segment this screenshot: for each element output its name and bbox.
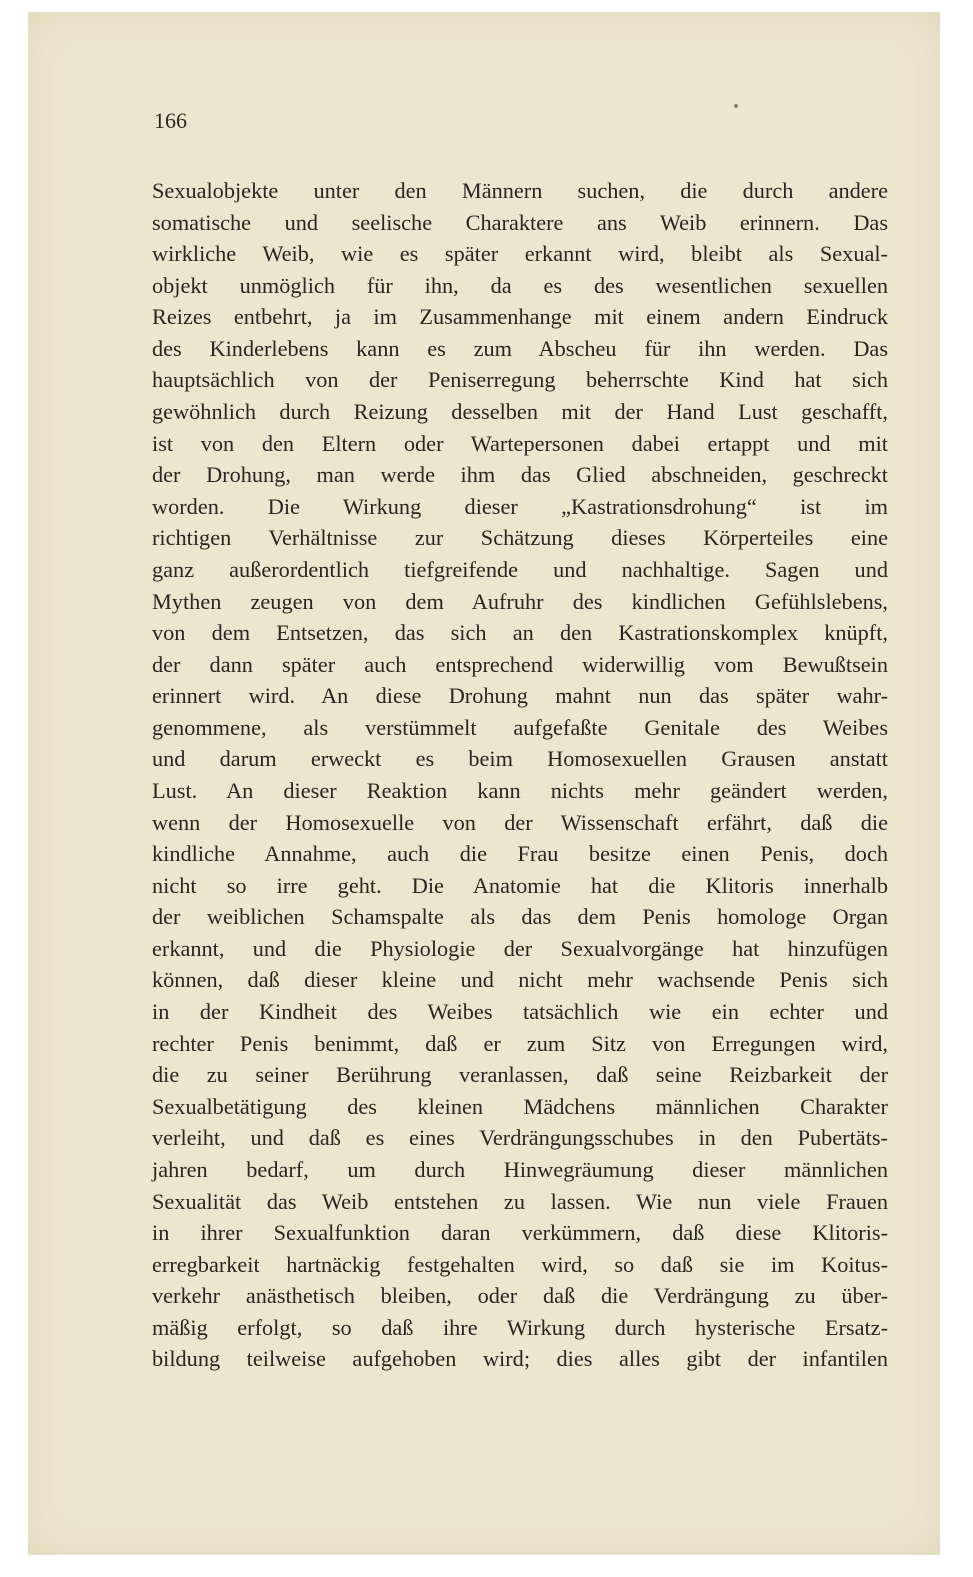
page-number: 166 xyxy=(154,108,187,133)
text-line: Mythen zeugen von dem Aufruhr des kindlichen Gefühlslebens, xyxy=(152,588,888,614)
text-line: ist von den Eltern oder Wartepersonen dabei ertappt und mit xyxy=(152,430,888,456)
text-line: Reizes entbehrt, ja im Zusammenhange mit einem andern Eindruck xyxy=(152,304,888,330)
text-line: objekt unmöglich für ihn, da es des wesentlichen sexuellen xyxy=(152,272,888,298)
text-line: somatische und seelische Charaktere ans Weib erinnern. Das xyxy=(152,209,888,235)
body-text xyxy=(152,175,888,1375)
text-line: ganz außerordentlich tiefgreifende und nachhaltige. Sagen und xyxy=(152,556,888,582)
text-line: und darum erweckt es beim Homosexuellen Grausen anstatt xyxy=(152,746,888,772)
text-line: hauptsächlich von der Peniserregung beherrschte Kind hat sich xyxy=(152,367,888,393)
text-line: erinnert wird. An diese Drohung mahnt nun das später wahr- xyxy=(152,683,888,709)
text-line: können, daß dieser kleine und nicht mehr wachsende Penis sich xyxy=(152,967,888,993)
text-line: des Kinderlebens kann es zum Abscheu für ihn werden. Das xyxy=(152,335,888,361)
text-line: der dann später auch entsprechend widerwillig vom Bewußtsein xyxy=(152,651,888,677)
text-line: Lust. An dieser Reaktion kann nichts mehr geändert werden, xyxy=(152,777,888,803)
text-line: jahren bedarf, um durch Hinwegräumung dieser männlichen xyxy=(152,1156,888,1182)
print-speck xyxy=(734,104,738,108)
text-line: erkannt, und die Physiologie der Sexualvorgänge hat hinzufügen xyxy=(152,935,888,961)
text-line: bildung teilweise aufgehoben wird; dies alles gibt der infantilen xyxy=(152,1346,888,1372)
book-page xyxy=(28,12,940,1555)
text-line: rechter Penis benimmt, daß er zum Sitz von Erregungen wird, xyxy=(152,1030,888,1056)
text-line: in der Kindheit des Weibes tatsächlich wie ein echter und xyxy=(152,999,888,1025)
text-line: verkehr anästhetisch bleiben, oder daß die Verdrängung zu über- xyxy=(152,1283,888,1309)
text-line: der weiblichen Schamspalte als das dem Penis homologe Organ xyxy=(152,904,888,930)
text-line: gewöhnlich durch Reizung desselben mit der Hand Lust geschafft, xyxy=(152,399,888,425)
text-line: wenn der Homosexuelle von der Wissenschaft erfährt, daß die xyxy=(152,809,888,835)
text-line: kindliche Annahme, auch die Frau besitze einen Penis, doch xyxy=(152,841,888,867)
text-line: Sexualbetätigung des kleinen Mädchens männlichen Charakter xyxy=(152,1093,888,1119)
text-line: wirkliche Weib, wie es später erkannt wird, bleibt als Sexual- xyxy=(152,241,888,267)
text-line: in ihrer Sexualfunktion daran verkümmern, daß diese Klitoris- xyxy=(152,1220,888,1246)
text-line: Sexualität das Weib entstehen zu lassen. Wie nun viele Frauen xyxy=(152,1188,888,1214)
text-line: richtigen Verhältnisse zur Schätzung dieses Körperteiles eine xyxy=(152,525,888,551)
text-line: erregbarkeit hartnäckig festgehalten wird, so daß sie im Koitus- xyxy=(152,1251,888,1277)
text-line: mäßig erfolgt, so daß ihre Wirkung durch hysterische Ersatz- xyxy=(152,1314,888,1340)
text-line: nicht so irre geht. Die Anatomie hat die Klitoris innerhalb xyxy=(152,872,888,898)
text-line: die zu seiner Berührung veranlassen, daß seine Reizbarkeit der xyxy=(152,1062,888,1088)
text-line: von dem Entsetzen, das sich an den Kastrationskomplex knüpft, xyxy=(152,620,888,646)
text-line: Sexualobjekte unter den Männern suchen, die durch andere xyxy=(152,178,888,203)
text-line: genommene, als verstümmelt aufgefaßte Genitale des Weibes xyxy=(152,714,888,740)
text-line: verleiht, und daß es eines Verdrängungsschubes in den Pubertäts- xyxy=(152,1125,888,1151)
text-line: der Drohung, man werde ihm das Glied abschneiden, geschreckt xyxy=(152,462,888,488)
text-line: worden. Die Wirkung dieser „Kastrationsdrohung“ ist im xyxy=(152,493,888,519)
